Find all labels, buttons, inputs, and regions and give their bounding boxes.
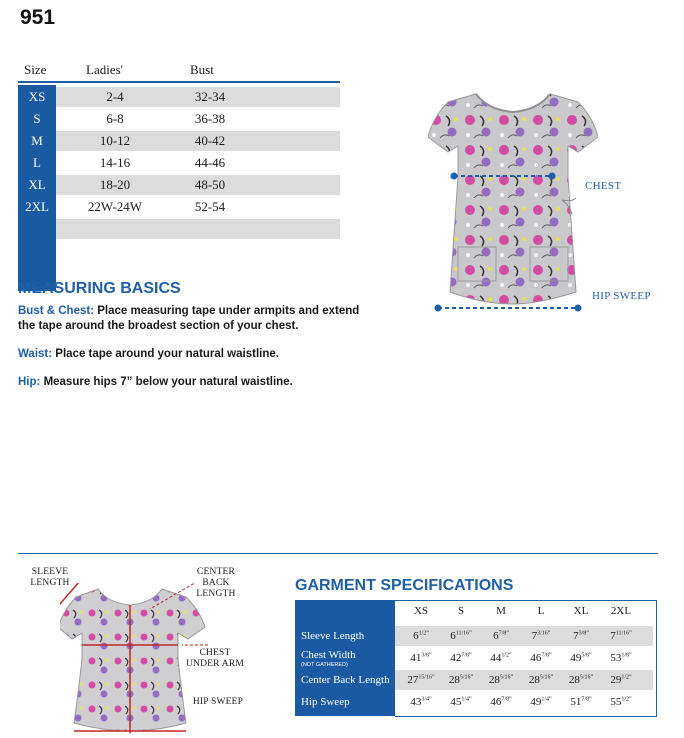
- spec-row-sublabel: (NOT GATHERED): [301, 662, 348, 668]
- size-cell: S: [33, 111, 41, 126]
- bust-chest-instruction: [18, 304, 378, 334]
- spec-value: $28^{5/16”}$: [488, 674, 514, 686]
- section-divider: [18, 553, 658, 554]
- spec-value: $46^{7/8”}$: [490, 696, 512, 708]
- bust-column-header: Bust: [190, 62, 214, 77]
- bust-chest-key: Bust & Chest:: [18, 305, 95, 317]
- chest-label-line-2: UNDER ARM: [185, 659, 245, 669]
- spec-value: $49^{5/8”}$: [570, 652, 592, 664]
- waist-text: Place tape around your natural waistline.: [55, 348, 279, 360]
- size-cell: L: [33, 155, 41, 170]
- size-chart-header: [18, 60, 340, 80]
- table-row: [18, 87, 340, 107]
- size-header: XS: [413, 605, 429, 617]
- ladies-cell: 22W-24W: [87, 199, 143, 214]
- size-header: L: [537, 605, 545, 617]
- table-row-empty: [18, 219, 340, 239]
- spec-value: $46^{7/8”}$: [530, 652, 552, 664]
- ladies-cell: 2-4: [106, 89, 124, 104]
- size-cell: 2XL: [25, 199, 49, 214]
- bust-cell: 48-50: [194, 177, 226, 192]
- sleeve-label-line-2: LENGTH: [30, 578, 70, 588]
- spec-row-label: Center Back Length: [301, 674, 390, 686]
- header-rule: [18, 81, 340, 83]
- ladies-cell: 18-20: [99, 177, 131, 192]
- waist-key: Waist:: [18, 348, 53, 360]
- bust-cell: 40-42: [194, 133, 226, 148]
- spec-value: $42^{7/8”}$: [450, 652, 472, 664]
- spec-value: $45^{1/4”}$: [450, 696, 472, 708]
- spec-value: $7^{3/8”}$: [573, 630, 589, 642]
- ladies-cell: 6-8: [106, 111, 124, 126]
- spec-value: $7^{3/16”}$: [531, 630, 551, 642]
- bust-chest-text: Place measuring tape under armpits and extend the tape around the broadest section of your chest.: [18, 305, 360, 332]
- table-row: [18, 131, 340, 151]
- hip-key: Hip:: [18, 376, 41, 388]
- cb-label-line-3: LENGTH: [196, 589, 236, 599]
- hip-sweep-diagram-label: HIP SWEEP: [192, 697, 244, 707]
- size-cell: XL: [28, 177, 46, 192]
- ladies-cell: 14-16: [99, 155, 131, 170]
- size-cell: M: [31, 133, 43, 148]
- sleeve-label-line-1: SLEEVE: [31, 567, 69, 577]
- garment-specs-table: [295, 600, 657, 716]
- size-header: 2XL: [610, 605, 632, 617]
- size-header: S: [457, 605, 465, 617]
- spec-value: $27^{15/16”}$: [407, 674, 435, 686]
- size-cell: XS: [28, 89, 46, 104]
- size-column-header: Size: [24, 62, 47, 77]
- bust-cell: 44-46: [194, 155, 226, 170]
- table-row: [18, 109, 340, 129]
- waist-instruction: [18, 347, 378, 362]
- table-row: [18, 153, 340, 173]
- size-header: XL: [573, 605, 589, 617]
- spec-value: $6^{1/2”}$: [413, 630, 429, 642]
- spec-row-label: Sleeve Length: [301, 630, 365, 642]
- spec-row-sleeve-length: [295, 626, 657, 646]
- table-row: [18, 175, 340, 195]
- cb-label-line-1: CENTER: [196, 567, 236, 577]
- spec-value: $44^{1/2”}$: [490, 652, 512, 664]
- spec-value: $41^{3/8”}$: [410, 652, 432, 664]
- spec-value: $29^{1/2”}$: [610, 674, 632, 686]
- table-row: [18, 197, 340, 217]
- spec-value: $28^{5/16”}$: [448, 674, 474, 686]
- hip-sweep-label: HIP SWEEP: [592, 290, 651, 302]
- chest-label-line-1: CHEST: [199, 648, 231, 658]
- garment-specs-title: GARMENT SPECIFICATIONS: [295, 577, 514, 594]
- bust-cell: 36-38: [194, 111, 226, 126]
- bust-cell: 32-34: [194, 89, 226, 104]
- spec-value: $6^{11/16”}$: [450, 630, 472, 642]
- spec-value: $28^{5/16”}$: [568, 674, 594, 686]
- hip-text: Measure hips 7” below your natural waistline.: [43, 376, 293, 388]
- spec-value: $7^{11/16”}$: [610, 630, 632, 642]
- ladies-column-header: Ladies': [86, 62, 123, 77]
- spec-value: $51^{7/8”}$: [570, 696, 592, 708]
- spec-value: $53^{1/8”}$: [610, 652, 632, 664]
- spec-row-label: Chest Width: [301, 649, 356, 661]
- spec-row-hip-sweep: [295, 692, 657, 712]
- measuring-basics-title: MEASURING BASICS: [18, 280, 181, 297]
- chest-label: CHEST: [585, 180, 622, 192]
- spec-row-center-back-length: [295, 670, 657, 690]
- ladies-cell: 10-12: [99, 133, 131, 148]
- spec-value: $28^{5/16”}$: [528, 674, 554, 686]
- bust-cell: 52-54: [194, 199, 226, 214]
- style-number: 951: [20, 6, 56, 29]
- spec-value: $49^{1/4”}$: [530, 696, 552, 708]
- spec-value: $6^{7/8”}$: [493, 630, 509, 642]
- scrub-top-illustration: [428, 82, 598, 332]
- spec-row-chest-width: [295, 648, 657, 668]
- spec-row-label: Hip Sweep: [301, 696, 350, 708]
- cb-label-line-2: BACK: [202, 578, 230, 588]
- hip-instruction: [18, 375, 378, 390]
- spec-value: $55^{1/2”}$: [610, 696, 632, 708]
- scrub-measurement-diagram: [60, 583, 210, 733]
- size-header: M: [496, 605, 506, 617]
- spec-value: $43^{3/4”}$: [410, 696, 432, 708]
